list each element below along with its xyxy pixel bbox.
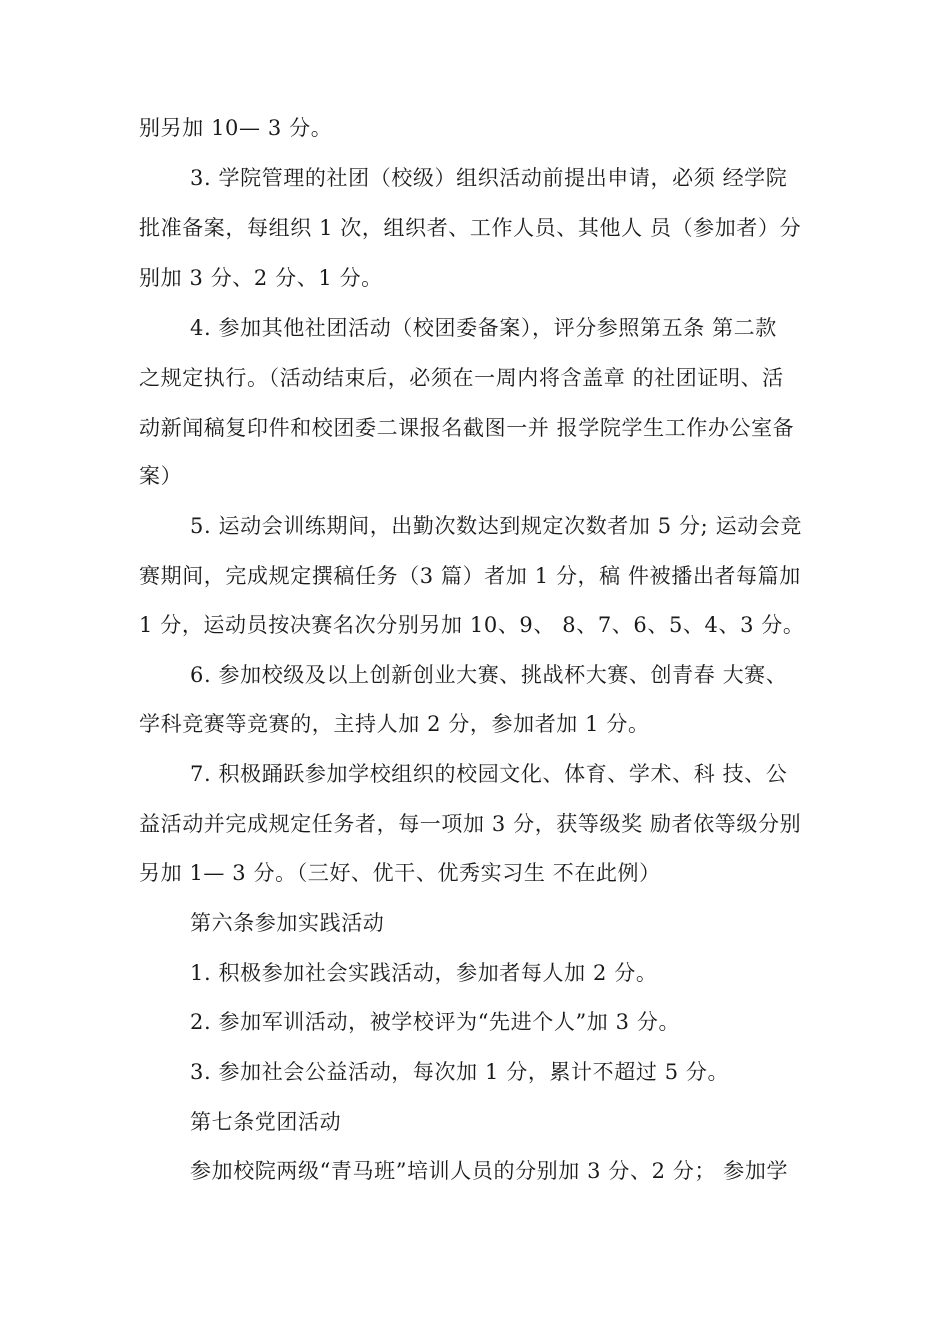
text-line-20: 3. 参加社会公益活动，每次加 1 分，累计不超过 5 分。 — [190, 1060, 730, 1084]
text-line-5: 4. 参加其他社团活动（校团委备案），评分参照第五条 第二款 — [190, 316, 777, 340]
text-line-8: 案） — [139, 464, 183, 488]
text-line-16: 另加 1— 3 分。（三好、优干、优秀实习生 不在此例） — [139, 861, 661, 885]
text-line-11: 1 分，运动员按决赛名次分别另加 10、9、 8、7、6、5、4、3 分。 — [139, 613, 805, 637]
text-line-9: 5. 运动会训练期间，出勤次数达到规定次数者加 5 分; 运动会竞 — [190, 514, 802, 538]
text-line-4: 别加 3 分、2 分、1 分。 — [139, 266, 383, 290]
text-line-22: 参加校院两级“青马班”培训人员的分别加 3 分、2 分； 参加学 — [190, 1159, 789, 1183]
text-line-1: 别另加 10— 3 分。 — [139, 116, 333, 140]
text-line-19: 2. 参加军训活动，被学校评为“先进个人”加 3 分。 — [190, 1010, 681, 1034]
text-line-13: 学科竞赛等竞赛的，主持人加 2 分，参加者加 1 分。 — [139, 712, 650, 736]
text-line-7: 动新闻稿复印件和校团委二课报名截图一并 报学院学生工作办公室备 — [139, 416, 795, 440]
text-line-6: 之规定执行。（活动结束后，必须在一周内将含盖章 的社团证明、活 — [139, 366, 784, 390]
text-line-2: 3. 学院管理的社团（校级）组织活动前提出申请，必须 经学院 — [190, 166, 788, 190]
text-line-14: 7. 积极踊跃参加学校组织的校园文化、体育、学术、科 技、公 — [190, 762, 788, 786]
section-heading-7: 第七条党团活动 — [190, 1110, 342, 1134]
section-heading-6: 第六条参加实践活动 — [190, 911, 385, 935]
text-line-18: 1. 积极参加社会实践活动，参加者每人加 2 分。 — [190, 961, 658, 985]
text-line-12: 6. 参加校级及以上创新创业大赛、挑战杯大赛、创青春 大赛、 — [190, 663, 788, 687]
text-line-10: 赛期间，完成规定撰稿任务（3 篇）者加 1 分，稿 件被播出者每篇加 — [139, 564, 801, 588]
text-line-15: 益活动并完成规定任务者，每一项加 3 分，获等级奖 励者依等级分别 — [139, 812, 802, 836]
text-line-3: 批准备案，每组织 1 次，组织者、工作人员、其他人 员（参加者）分 — [139, 216, 802, 240]
